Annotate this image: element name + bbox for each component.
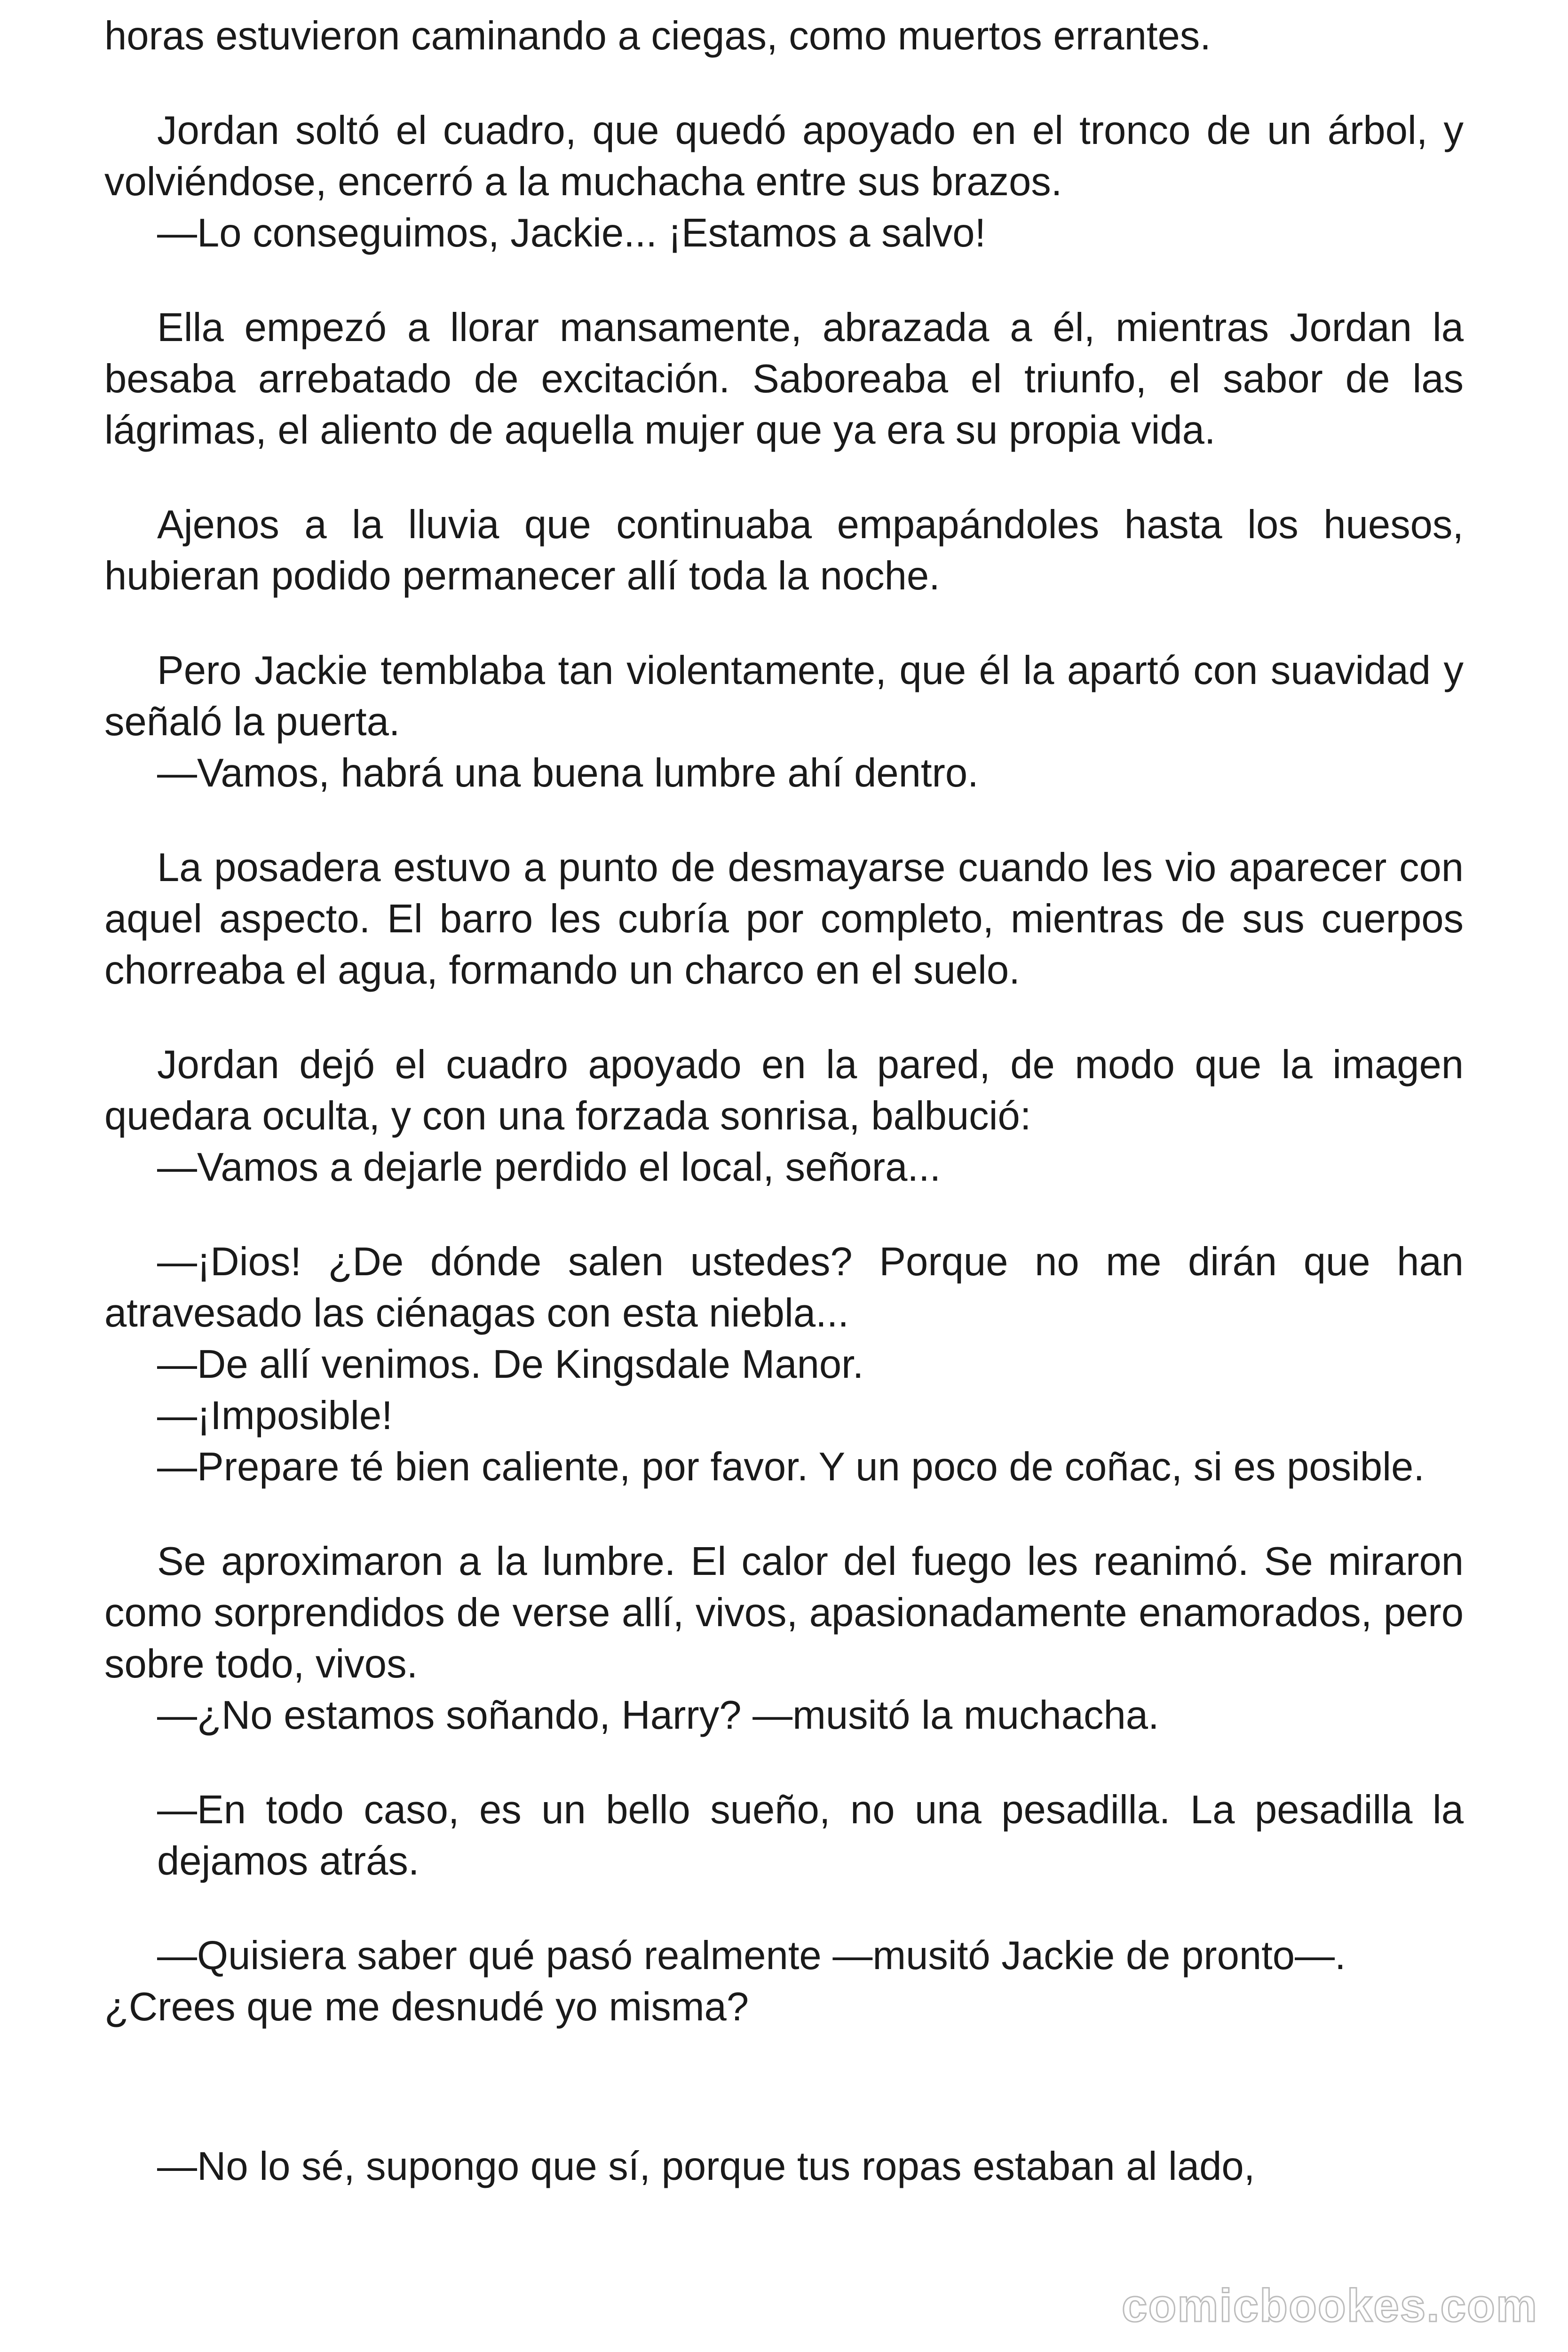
watermark-logo: comicbookes.com [1121, 2280, 1538, 2331]
dialogue-line: —Vamos, habrá una buena lumbre ahí dentro. [157, 751, 979, 795]
dialogue-line: —En todo caso, es un bello sueño, no una pesadilla. La pesadilla la dejamos atrás. [157, 1788, 1464, 1883]
paragraph: Ella empezó a llorar mansamente, abrazada a él, mientras Jordan la besaba arrebatado de excitación. Saboreaba el triunfo, el sabor de las lágrimas, el aliento de aquella mujer que ya era su propia vida. [104, 305, 1464, 453]
dialogue-line: —¡Imposible! [157, 1393, 393, 1438]
paragraph: Se aproximaron a la lumbre. El calor del fuego les reanimó. Se miraron como sorprendidos de verse allí, vivos, apasionadamente enamorados, pero sobre todo, vivos. [104, 1539, 1464, 1686]
dialogue-line: —Vamos a dejarle perdido el local, señora... [157, 1145, 941, 1190]
dialogue-line: —Quisiera saber qué pasó realmente —musitó Jackie de pronto—. [157, 1933, 1346, 1978]
paragraph-continuation: horas estuvieron caminando a ciegas, como muertos errantes. [104, 14, 1211, 58]
paragraph-continuation: ¿Crees que me desnudé yo misma? [104, 1985, 749, 2029]
dialogue-line: —No lo sé, supongo que sí, porque tus ropas estaban al lado, [157, 2144, 1255, 2189]
dialogue-line: —De allí venimos. De Kingsdale Manor. [157, 1342, 864, 1387]
paragraph: Ajenos a la lluvia que continuaba empapándoles hasta los huesos, hubieran podido permanecer allí toda la noche. [104, 502, 1464, 598]
paragraph: Pero Jackie temblaba tan violentamente, que él la apartó con suavidad y señaló la puerta. [104, 648, 1464, 744]
body-text [104, 10, 1464, 2192]
dialogue-line: —¿No estamos soñando, Harry? —musitó la muchacha. [157, 1693, 1159, 1738]
paragraph: Jordan dejó el cuadro apoyado en la pared, de modo que la imagen quedara oculta, y con una forzada sonrisa, balbució: [104, 1042, 1464, 1138]
paragraph: —¡Dios! ¿De dónde salen ustedes? Porque no me dirán que han atravesado las ciénagas con esta niebla... [104, 1240, 1464, 1335]
paragraph: La posadera estuvo a punto de desmayarse cuando les vio aparecer con aquel aspecto. El barro les cubría por completo, mientras de sus cuerpos chorreaba el agua, formando un charco en el suelo. [104, 845, 1464, 993]
paragraph: Jordan soltó el cuadro, que quedó apoyado en el tronco de un árbol, y volviéndose, encerró a la muchacha entre sus brazos. [104, 108, 1464, 204]
dialogue-line: —Lo conseguimos, Jackie... ¡Estamos a salvo! [157, 211, 986, 255]
dialogue-line: —Prepare té bien caliente, por favor. Y un poco de coñac, si es posible. [157, 1445, 1425, 1489]
